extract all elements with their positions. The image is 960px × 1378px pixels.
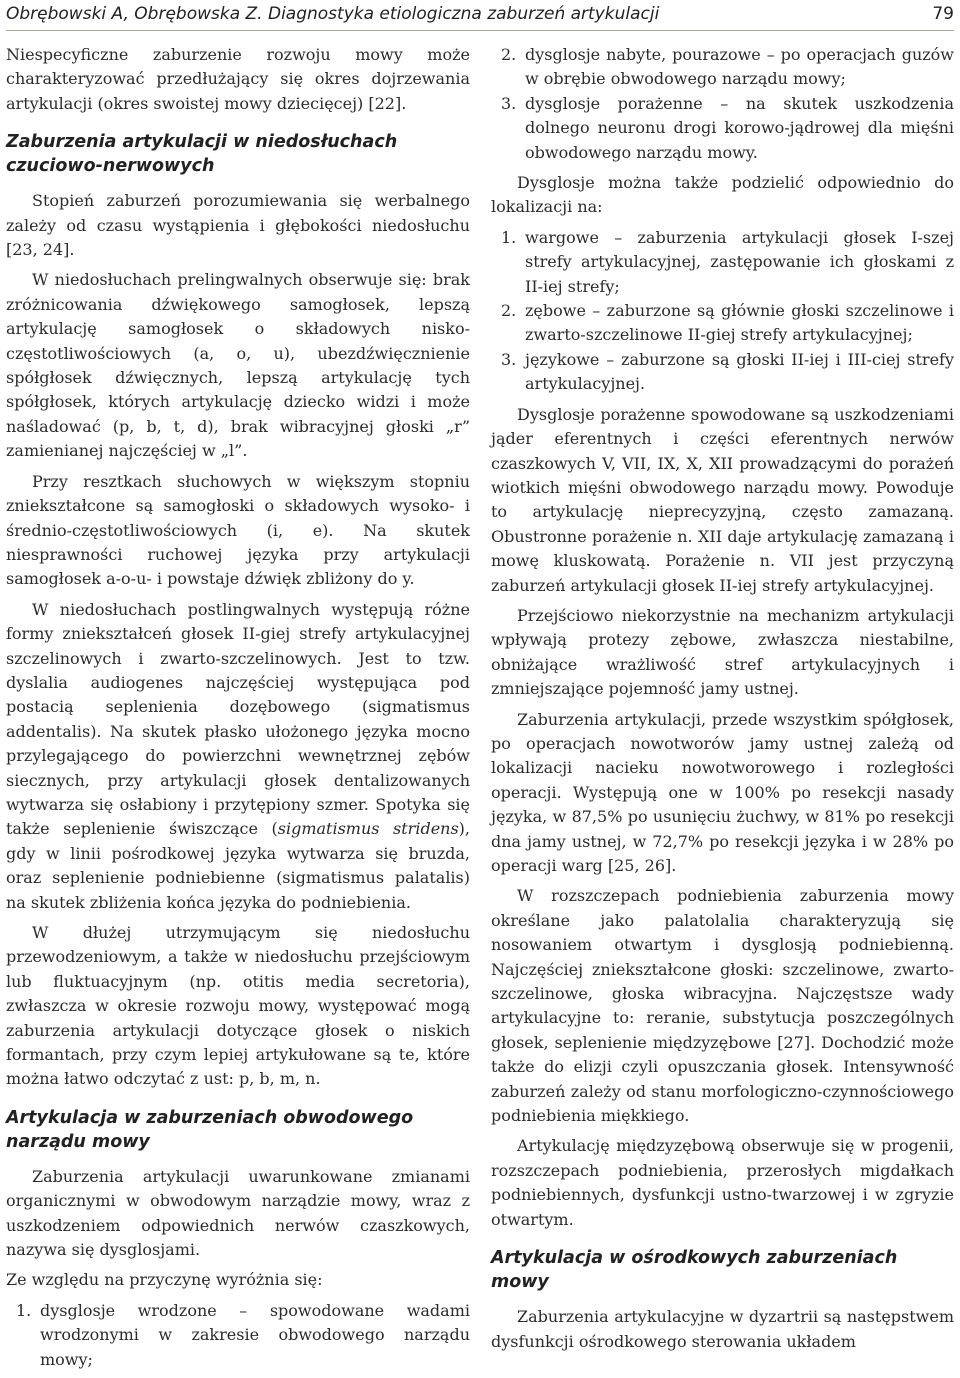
right-column bbox=[491, 43, 954, 1360]
paragraph: W dłużej utrzymującym się niedosłuchu przewodzeniowym, a także w niedosłuchu przejściowym lub fluktuacyjnym (np. otitis media secretoria), zwłaszcza w okresie rozwoju mowy, występować mogą zaburzenia artykulacji dotyczące głosek o niskich formantach, przy czym lepiej artykułowane są te, które można łatwo odczytać z ust: p, b, m, n. bbox=[6, 923, 470, 1089]
paragraph: Stopień zaburzeń porozumiewania się werbalnego zależy od czasu wystąpienia i głębokości niedosłuchu [23, 24]. bbox=[6, 191, 470, 260]
paragraph: Dysglosje porażenne spowodowane są uszkodzeniami jąder eferentnych i części eferentnych nerwów czaszkowych V, VII, IX, X, XII prowadzącymi do porażeń wiotkich mięśni obwodowego narządu mowy. Powoduje to artykulację nieprecyzyjną, często zamazaną. Obustronne porażenie n. XII daje artykulację zamazaną i mowę kluskowatą. Porażenie n. VII jest przyczyną zaburzeń artykulacji głosek II-iej strefy artykulacyjnej. bbox=[491, 404, 954, 595]
list-number: 2. bbox=[501, 45, 517, 64]
list-item bbox=[491, 92, 954, 165]
section-heading-peripheral: Artykulacja w zaburzeniach obwodowego narządu mowy bbox=[6, 1107, 414, 1152]
left-column bbox=[6, 43, 470, 1378]
list-item-text: dysglosje wrodzone – spowodowane wadami wrodzonymi w zakresie obwodowego narządu mowy; bbox=[40, 1300, 470, 1369]
running-header bbox=[6, 0, 954, 31]
paragraph: Zaburzenia artykulacji uwarunkowane zmianami organicznymi w obwodowym narządzie mowy, wraz z uszkodzeniem odpowiednich nerwów czaszkowych, nazywa się dysglosjami. bbox=[6, 1166, 470, 1260]
paragraph: Przy resztkach słuchowych w większym stopniu zniekształcone są samogłoski o składowych wysoko- i średnio-częstotliwościowych (i, e). Na skutek niesprawności ruchowej języka przy artykulacji samogłosek a-o-u- i powstaje dźwięk zbliżony do y. bbox=[6, 471, 470, 589]
list-number: 1. bbox=[16, 1300, 32, 1320]
list-item-text: językowe – zaburzone są głoski II-iej i III-ciej strefy artykulacyjnej. bbox=[525, 349, 954, 394]
paragraph: W niedosłuchach prelingwalnych obserwuje się: brak zróżnicowania dźwiękowego samogłosek, lepszą artykulację samogłosek o składowych nisko-częstotliwościowych (a, o, u), ubezdźwięcznienie spółgłosek dźwięcznych, lepszą artykulację tych spółgłosek, których artykulację dziecko widzi i może naśladować (p, b, t, d), brak wibracyjnej głoski „r” zamienianej najczęściej w „l”. bbox=[6, 270, 470, 461]
section-heading-sensorineural: Zaburzenia artykulacji w niedosłuchach czuciowo-nerwowych bbox=[6, 132, 398, 177]
list-item-text: dysglosje porażenne – na skutek uszkodzenia dolnego neuronu drogi korowo-jądrowej dla mięśni obwodowego narządu mowy. bbox=[525, 93, 954, 162]
cause-list bbox=[6, 1299, 470, 1372]
paragraph: Zaburzenia artykulacyjne w dyzartrii są następstwem dysfunkcji ośrodkowego sterowania układem bbox=[491, 1307, 954, 1351]
location-list bbox=[491, 226, 954, 397]
latin-term: sigmatismus stridens bbox=[277, 819, 459, 839]
running-title: Obrębowski A, Obrębowska Z. Diagnostyka etiologiczna zaburzeń artykulacji bbox=[6, 4, 660, 24]
paragraph: Dysglosje można także podzielić odpowiednio do lokalizacji na: bbox=[491, 173, 954, 217]
list-item bbox=[491, 299, 954, 348]
paragraph: Ze względu na przyczynę wyróżnia się: bbox=[6, 1270, 323, 1290]
list-item-text: zębowe – zaburzone są głównie głoski szczelinowe i zwarto-szczelinowe II-giej strefy artykulacyjnej; bbox=[525, 301, 954, 345]
list-item bbox=[491, 226, 954, 299]
list-item bbox=[491, 43, 954, 92]
cause-list-continued bbox=[491, 43, 954, 165]
list-item bbox=[6, 1299, 470, 1372]
list-number: 3. bbox=[501, 349, 517, 369]
paragraph bbox=[6, 598, 470, 915]
paragraph: Niespecyficzne zaburzenie rozwoju mowy może charakteryzować przedłużający się okres dojrzewania artykulacji (okres swoistej mowy dziecięcej) [22]. bbox=[6, 45, 470, 113]
list-number: 1. bbox=[501, 227, 517, 247]
paragraph: Zaburzenia artykulacji, przede wszystkim spółgłosek, po operacjach nowotworów jamy ustnej zależą od lokalizacji nacieku nowotworowego i rozległości operacji. Występują one w 100% po resekcji nasady języka, w 87,5% po usunięciu żuchwy, w 81% po resekcji dna jamy ustnej, w 72,7% po resekcji języka i w 28% po operacji warg [25, 26]. bbox=[491, 709, 954, 875]
paragraph: Artykulację międzyzębową obserwuje się w progenii, rozszczepach podniebienia, przerosłych migdałkach podniebiennych, dysfunkcji ustno-twarzowej i w zgryzie otwartym. bbox=[491, 1136, 954, 1229]
paragraph: Przejściowo niekorzystnie na mechanizm artykulacji wpływają protezy zębowe, zwłaszcza niestabilne, obniżające wrażliwość stref artykulacyjnych i zmniejszające pojemność jamy ustnej. bbox=[491, 605, 954, 699]
list-item-text: dysglosje nabyte, pourazowe – po operacjach guzów w obrębie obwodowego narządu mowy; bbox=[525, 45, 954, 89]
list-number: 2. bbox=[501, 301, 517, 321]
section-heading-central: Artykulacja w ośrodkowych zaburzeniach mowy bbox=[491, 1248, 898, 1293]
paragraph-text: ), gdy w linii pośrodkowej języka wytwarza się bruzda, oraz seplenienie podniebienne (sigmatismus palatalis) na skutek zbliżenia końca języka do podniebienia. bbox=[6, 819, 470, 912]
list-item-text: wargowe – zaburzenia artykulacji głosek I-szej strefy artykulacyjnej, zastępowanie ich głoskami z II-iej strefy; bbox=[525, 227, 954, 296]
paragraph: W rozszczepach podniebienia zaburzenia mowy określane jako palatolalia charakteryzują się nosowaniem otwartym i dysglosją podniebienną. Najczęściej zniekształcone głoski: szczelinowe, zwarto-szczelinowe, głoska wibracyjna. Najczęstsze wady artykulacyjne to: reranie, substytucja poszczególnych głosek, seplenienie międzyzębowe [27]. Dochodzić może także do elizji czyli opuszczania głosek. Intensywność zaburzeń zależy od stanu morfologiczno-czynnościowego podniebienia miękkiego. bbox=[491, 886, 954, 1126]
paragraph-text: W niedosłuchach postlingwalnych występują różne formy zniekształceń głosek II-giej strefy artykulacyjnej szczelinowych i zwarto-szczelinowych. Jest to tzw. dyslalia audiogenes najczęściej występująca pod postacią seplenienia dozębowego (sigmatismus addentalis). Na skutek płasko ułożonego języka mocno przylegającego do powierzchni wewnętrznej zębów siecznych, przy artykulacji głosek dentalizowanych wytwarza się osłabiony i przytępiony szmer. Spotyka się także seplenienie świszczące ( bbox=[6, 599, 470, 839]
page-number: 79 bbox=[932, 4, 954, 24]
list-number: 3. bbox=[501, 93, 517, 113]
list-item bbox=[491, 348, 954, 397]
